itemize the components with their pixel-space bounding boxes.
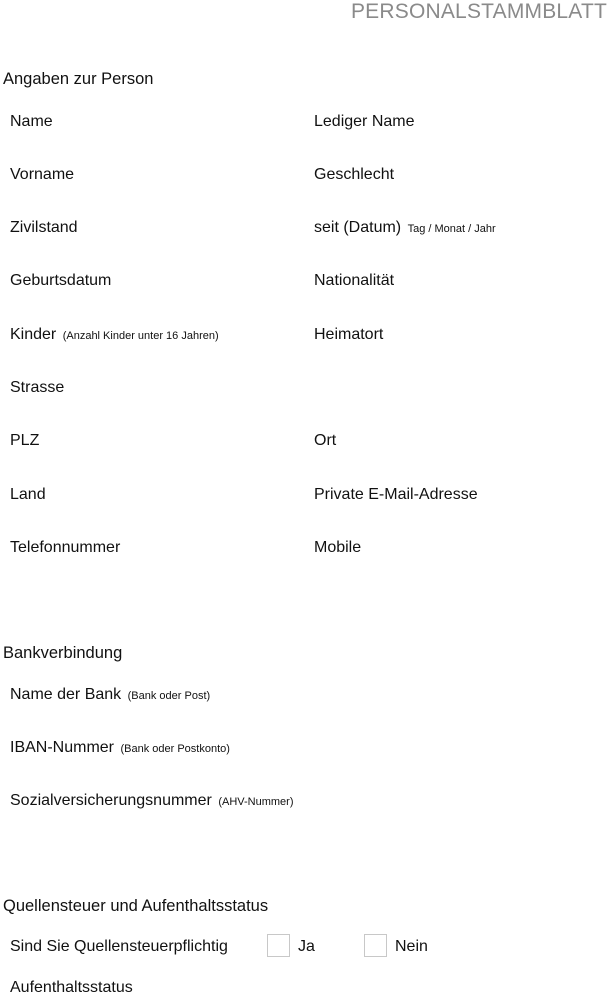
field-geschlecht-label: Geschlecht — [314, 166, 395, 183]
field-plz-label: PLZ — [10, 432, 40, 449]
field-geburtsdatum[interactable] — [10, 272, 111, 290]
section-heading-tax: Quellensteuer und Aufenthaltsstatus — [3, 897, 269, 915]
field-name[interactable] — [10, 113, 53, 131]
field-telefon[interactable] — [10, 539, 120, 557]
field-nationalitaet-label: Nationalität — [314, 272, 395, 289]
section-heading-bank: Bankverbindung — [3, 644, 123, 662]
field-bank-name[interactable] — [10, 686, 210, 704]
checkbox-nein[interactable] — [364, 934, 387, 957]
field-iban[interactable] — [10, 739, 230, 757]
field-vorname-label: Vorname — [10, 166, 75, 183]
field-kinder[interactable] — [10, 326, 219, 344]
field-ahv-label: Sozialversicherungsnummer — [10, 792, 212, 809]
checkbox-ja-label: Ja — [298, 938, 315, 955]
field-iban-label: IBAN-Nummer — [10, 739, 115, 756]
field-geschlecht[interactable] — [314, 166, 394, 184]
field-mobile-label: Mobile — [314, 539, 362, 556]
field-ort-label: Ort — [314, 432, 337, 449]
quellensteuer-question: Sind Sie Quellensteuerpflichtig — [10, 938, 228, 955]
checkbox-nein-label: Nein — [395, 938, 428, 955]
field-bank-name-note: (Bank oder Post) — [127, 690, 211, 702]
field-seit-datum-label: seit (Datum) — [314, 219, 402, 236]
field-strasse-label: Strasse — [10, 379, 65, 396]
field-heimatort-label: Heimatort — [314, 326, 384, 343]
field-vorname[interactable] — [10, 166, 74, 184]
field-kinder-note: (Anzahl Kinder unter 16 Jahren) — [62, 330, 219, 342]
field-email-label: Private E-Mail-Adresse — [314, 486, 478, 503]
field-ahv-note: (AHV-Nummer) — [218, 796, 294, 808]
field-nationalitaet[interactable] — [314, 272, 394, 290]
field-telefon-label: Telefonnummer — [10, 539, 121, 556]
field-mobile[interactable] — [314, 539, 361, 557]
field-ahv[interactable] — [10, 792, 293, 810]
field-plz[interactable] — [10, 432, 39, 450]
section-heading-person: Angaben zur Person — [3, 70, 154, 88]
field-land-label: Land — [10, 486, 46, 503]
checkbox-ja[interactable] — [267, 934, 290, 957]
field-name-label: Name — [10, 113, 53, 130]
field-bank-name-label: Name der Bank — [10, 686, 122, 703]
field-ort[interactable] — [314, 432, 336, 450]
field-kinder-label: Kinder — [10, 326, 57, 343]
field-zivilstand[interactable] — [10, 219, 78, 237]
field-strasse[interactable] — [10, 379, 64, 397]
field-zivilstand-label: Zivilstand — [10, 219, 78, 236]
field-geburtsdatum-label: Geburtsdatum — [10, 272, 112, 289]
field-seit-datum-note: Tag / Monat / Jahr — [407, 223, 496, 235]
document-title: PERSONALSTAMMBLATT — [350, 0, 607, 23]
field-heimatort[interactable] — [314, 326, 383, 344]
field-seit-datum[interactable] — [314, 219, 496, 237]
field-lediger-name-label: Lediger Name — [314, 113, 415, 130]
field-iban-note: (Bank oder Postkonto) — [120, 743, 230, 755]
field-aufenthaltsstatus-label: Aufenthaltsstatus — [10, 979, 133, 996]
field-land[interactable] — [10, 486, 46, 504]
field-email[interactable] — [314, 486, 478, 504]
field-lediger-name[interactable] — [314, 113, 415, 131]
field-aufenthaltsstatus[interactable] — [10, 979, 133, 997]
